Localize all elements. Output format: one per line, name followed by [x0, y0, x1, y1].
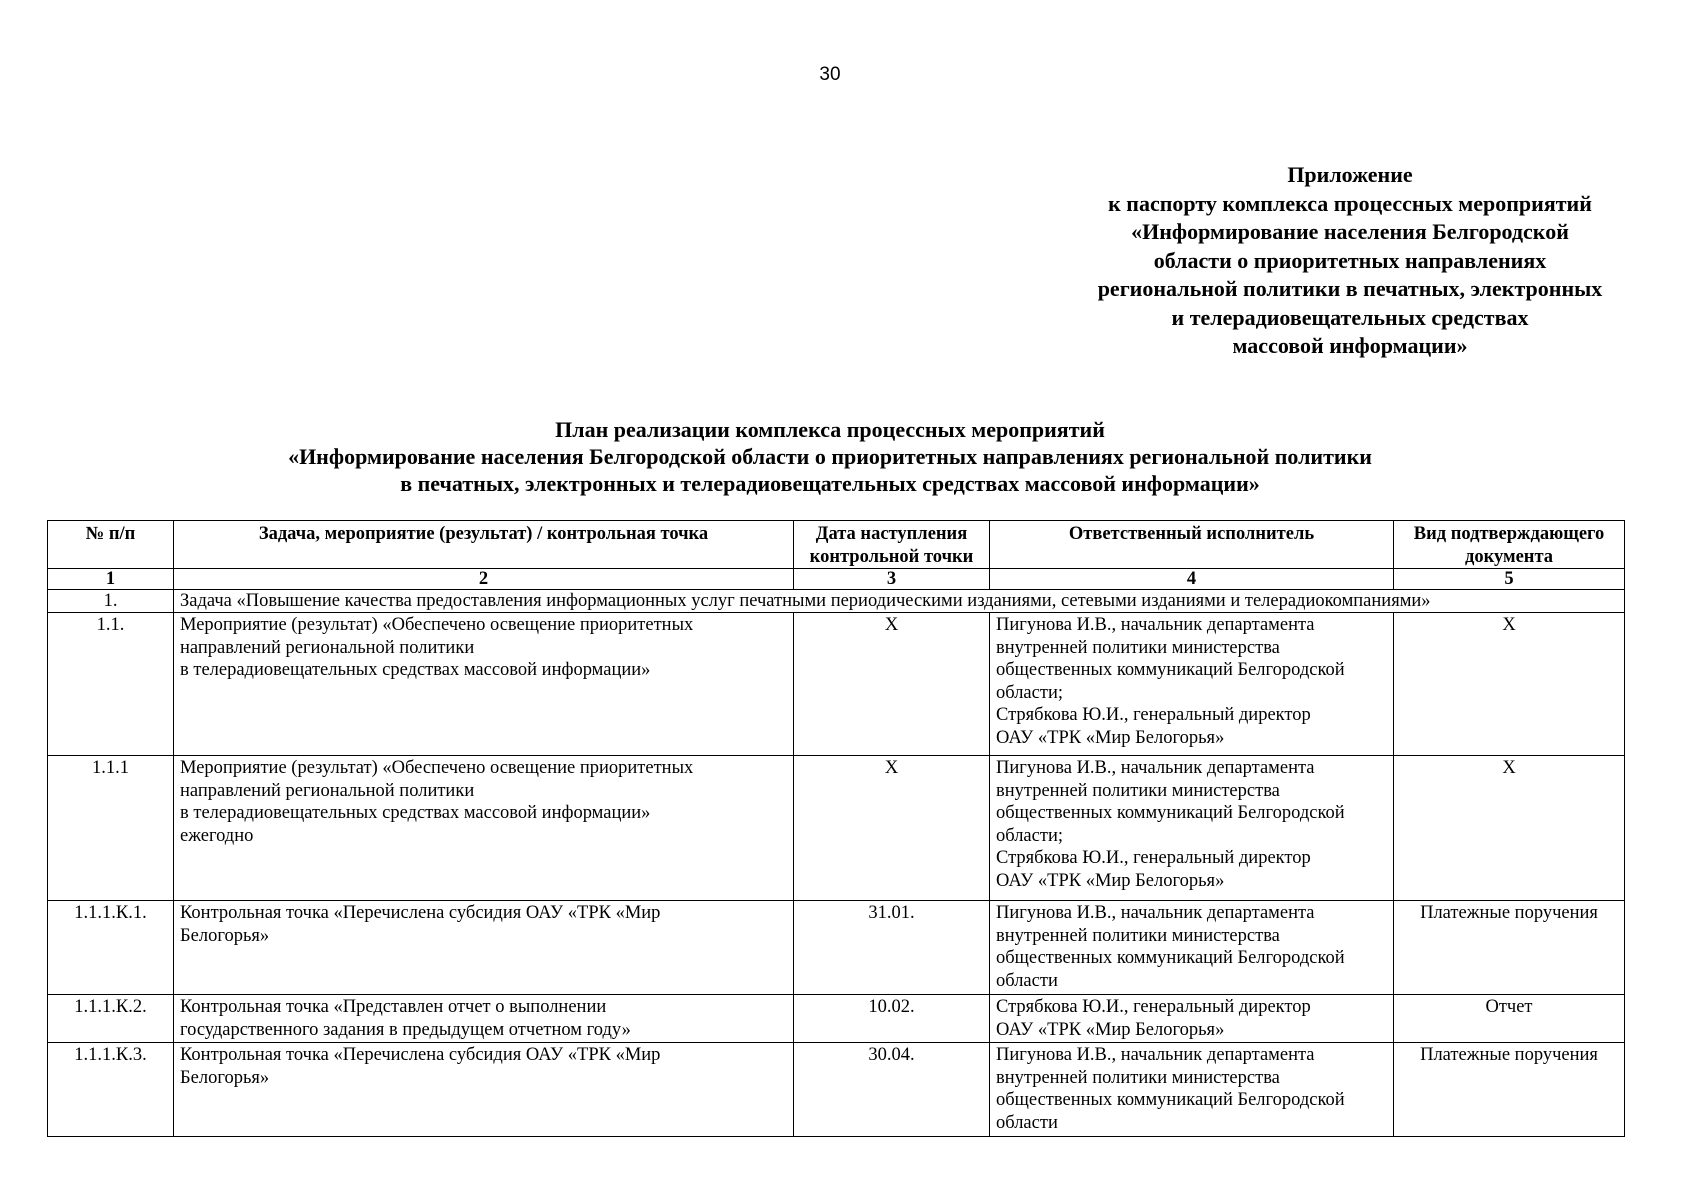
row-document: Отчет	[1394, 995, 1625, 1043]
row-name: Мероприятие (результат) «Обеспечено освещение приоритетных направлений региональной политики в телерадиовещательных средствах массовой информации»	[174, 613, 794, 756]
header-task: Задача, мероприятие (результат) / контрольная точка	[174, 521, 794, 569]
row-responsible: Пигунова И.В., начальник департамента внутренней политики министерства общественных коммуникаций Белгородской области; Стрябкова Ю.И., генеральный директор ОАУ «ТРК «Мир Белогорья»	[990, 613, 1394, 756]
header-date: Дата наступления контрольной точки	[794, 521, 990, 569]
plan-title-line: «Информирование населения Белгородской области о приоритетных направлениях региональной политики	[288, 444, 1372, 469]
appendix-line: области о приоритетных направлениях	[1153, 247, 1547, 273]
table-row	[48, 901, 1625, 995]
row-name: Контрольная точка «Перечислена субсидия ОАУ «ТРК «Мир Белогорья»	[174, 1043, 794, 1137]
plan-title-line: в печатных, электронных и телерадиовещательных средствах массовой информации»	[400, 471, 1260, 496]
appendix-line: массовой информации»	[1232, 333, 1468, 358]
row-number: 1.1.1.К.1.	[48, 901, 174, 995]
row-responsible: Стрябкова Ю.И., генеральный директор ОАУ «ТРК «Мир Белогорья»	[990, 995, 1394, 1043]
row-responsible: Пигунова И.В., начальник департамента внутренней политики министерства общественных коммуникаций Белгородской области	[990, 1043, 1394, 1137]
column-number-row	[48, 569, 1625, 590]
plan-table	[47, 520, 1625, 1137]
row-name: Мероприятие (результат) «Обеспечено освещение приоритетных направлений региональной политики в телерадиовещательных средствах массовой информации» ежегодно	[174, 756, 794, 901]
table-row	[48, 995, 1625, 1043]
appendix-line: к паспорту комплекса процессных мероприятий	[1108, 190, 1592, 216]
page-number: 30	[819, 64, 841, 85]
row-document: Х	[1394, 613, 1625, 756]
header-responsible: Ответственный исполнитель	[990, 521, 1394, 569]
row-date: 31.01.	[794, 901, 990, 995]
row-number: 1.1.	[48, 613, 174, 756]
row-name: Контрольная точка «Перечислена субсидия ОАУ «ТРК «Мир Белогорья»	[174, 901, 794, 995]
row-document: Х	[1394, 756, 1625, 901]
task-text: Задача «Повышение качества предоставления информационных услуг печатными периодическими изданиями, сетевыми изданиями и телерадиокомпаниями»	[174, 590, 1625, 613]
table-row	[48, 756, 1625, 901]
appendix-line: и телерадиовещательных средствах	[1171, 304, 1529, 330]
table-header-row	[48, 521, 1625, 569]
column-number: 4	[990, 569, 1394, 590]
row-number: 1.1.1.К.3.	[48, 1043, 174, 1137]
column-number: 5	[1394, 569, 1625, 590]
plan-title-line: План реализации комплекса процессных мероприятий	[555, 417, 1105, 442]
task-row	[48, 590, 1625, 613]
row-document: Платежные поручения	[1394, 1043, 1625, 1137]
column-number: 3	[794, 569, 990, 590]
plan-title	[0, 416, 1660, 497]
table-row	[48, 1043, 1625, 1137]
column-number: 2	[174, 569, 794, 590]
table-row	[48, 613, 1625, 756]
row-responsible: Пигунова И.В., начальник департамента внутренней политики министерства общественных коммуникаций Белгородской области	[990, 901, 1394, 995]
row-responsible: Пигунова И.В., начальник департамента внутренней политики министерства общественных коммуникаций Белгородской области; Стрябкова Ю.И., генеральный директор ОАУ «ТРК «Мир Белогорья»	[990, 756, 1394, 901]
appendix-line: региональной политики в печатных, электронных	[1097, 276, 1603, 301]
row-name: Контрольная точка «Представлен отчет о выполнении государственного задания в предыдущем отчетном году»	[174, 995, 794, 1043]
appendix-line: Приложение	[1287, 162, 1413, 187]
appendix-heading	[1030, 161, 1670, 361]
appendix-line: «Информирование населения Белгородской	[1131, 219, 1569, 244]
row-document: Платежные поручения	[1394, 901, 1625, 995]
row-number: 1.1.1	[48, 756, 174, 901]
row-number: 1.1.1.К.2.	[48, 995, 174, 1043]
header-document: Вид подтверждающего документа	[1394, 521, 1625, 569]
task-number: 1.	[48, 590, 174, 613]
row-date: 30.04.	[794, 1043, 990, 1137]
row-date: Х	[794, 756, 990, 901]
row-date: 10.02.	[794, 995, 990, 1043]
column-number: 1	[48, 569, 174, 590]
row-date: Х	[794, 613, 990, 756]
header-number: № п/п	[48, 521, 174, 569]
